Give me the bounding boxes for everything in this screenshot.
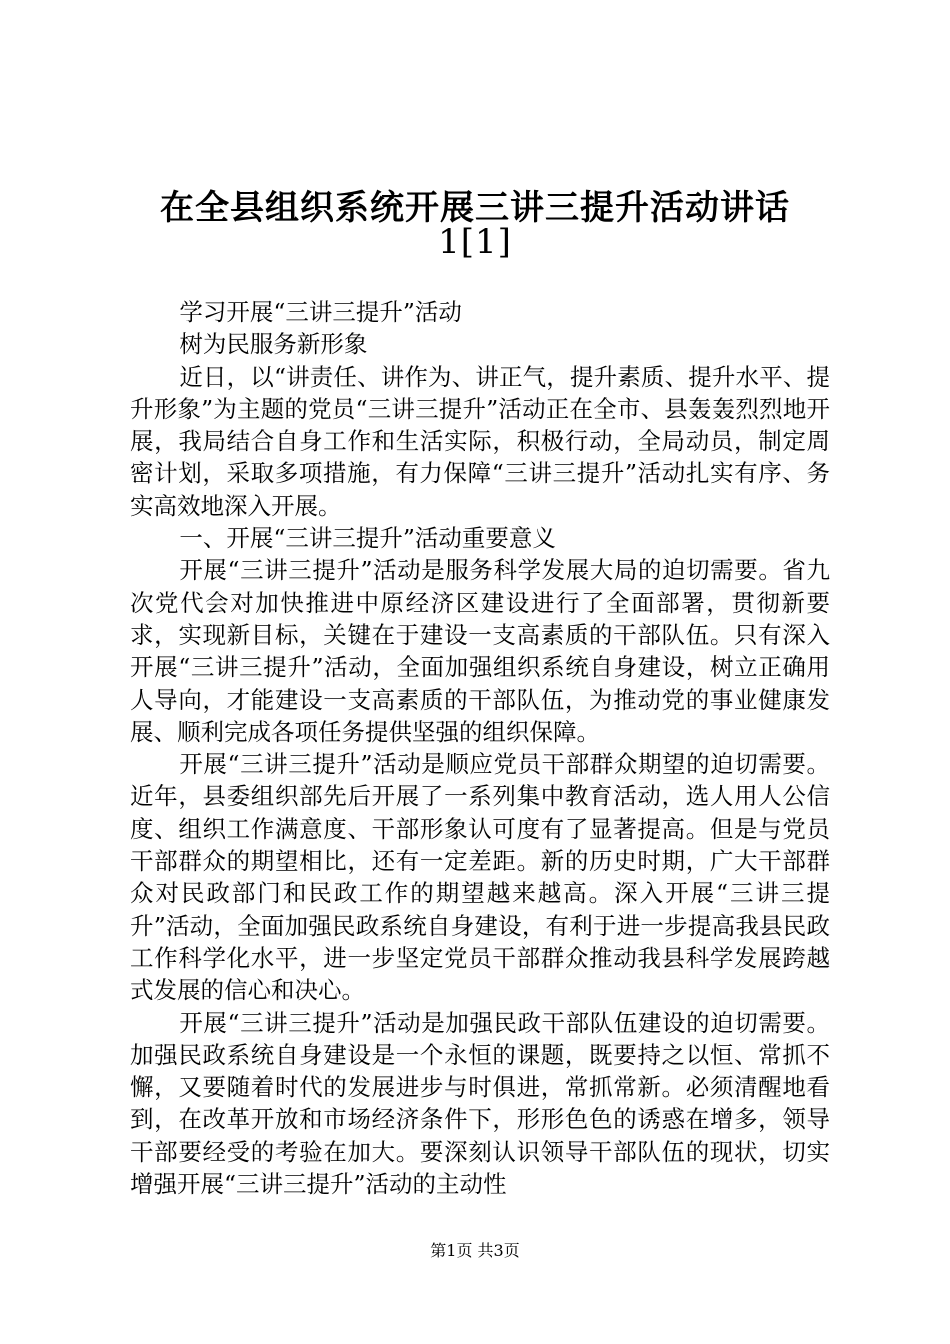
- document-title: 在全县组织系统开展三讲三提升活动讲话: [160, 188, 790, 228]
- section-heading-1: 一、开展“三讲三提升”活动重要意义: [179, 524, 556, 553]
- subtitle-line-1: 学习开展“三讲三提升”活动: [179, 298, 462, 326]
- document-title-suffix: 1[1]: [438, 222, 512, 262]
- body-paragraph-3: 开展“三讲三提升”活动是加强民政干部队伍建设的迫切需要。加强民政系统自身建设是一个永恒的课题，既要持之以恒、常抓不懈，又要随着时代的发展进步与时俱进，常抓常新。必须清醒地看到，在改革开放和市场经济条件下，形形色色的诱惑在增多，领导干部要经受的考验在加大。要深刻认识领导干部队伍的现状，切实增强开展“三讲三提升”活动的主动性: [130, 1008, 830, 1199]
- body-paragraph-1: 开展“三讲三提升”活动是服务科学发展大局的迫切需要。省九次党代会对加快推进中原经济区建设进行了全面部署，贯彻新要求，实现新目标，关键在于建设一支高素质的干部队伍。只有深入开展“三讲三提升”活动，全面加强组织系统自身建设，树立正确用人导向，才能建设一支高素质的干部队伍，为推动党的事业健康发展、顺利完成各项任务提供坚强的组织保障。: [130, 556, 830, 746]
- subtitle-line-2: 树为民服务新形象: [179, 330, 368, 359]
- intro-paragraph: 近日，以“讲责任、讲作为、讲正气，提升素质、提升水平、提升形象”为主题的党员“三讲三提升”活动正在全市、县轰轰烈烈地开展，我局结合自身工作和生活实际，积极行动，全局动员，制定周密计划，采取多项措施，有力保障“三讲三提升”活动扎实有序、务实高效地深入开展。: [130, 362, 830, 520]
- body-paragraph-2: 开展“三讲三提升”活动是顺应党员干部群众期望的迫切需要。近年，县委组织部先后开展了一系列集中教育活动，选人用人公信度、组织工作满意度、干部形象认可度有了显著提高。但是与党员干部群众的期望相比，还有一定差距。新的历史时期，广大干部群众对民政部门和民政工作的期望越来越高。深入开展“三讲三提升”活动，全面加强民政系统自身建设，有利于进一步提高我县民政工作科学化水平，进一步坚定党员干部群众推动我县科学发展跨越式发展的信心和决心。: [130, 750, 830, 1005]
- page-footer: 第1页 共3页: [430, 1241, 520, 1260]
- document-body: [130, 296, 830, 1200]
